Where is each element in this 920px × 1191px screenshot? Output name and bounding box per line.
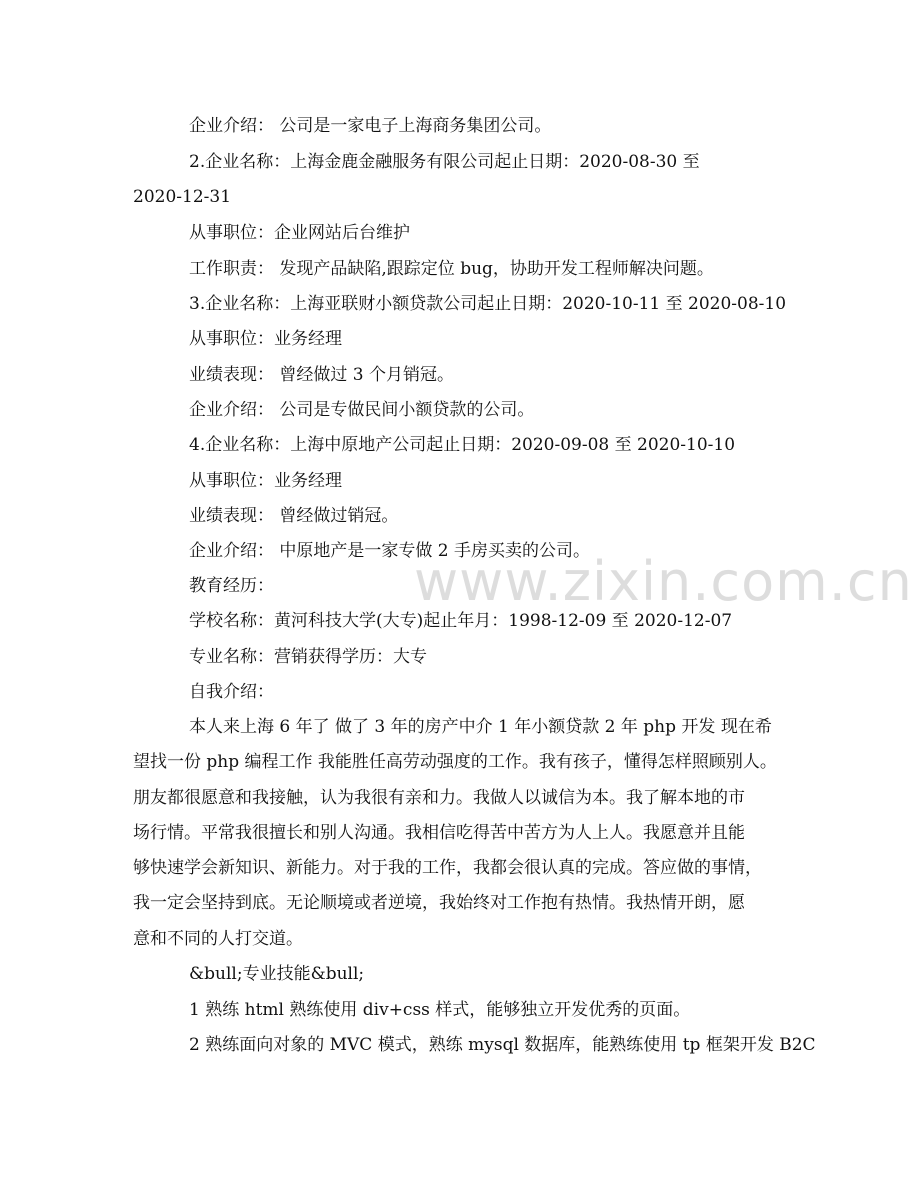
text-line-self-intro-5: 够快速学会新知识、新能力。对于我的工作，我都会很认真的完成。答应做的事情，	[133, 858, 762, 878]
text-line-performance-4: 业绩表现： 曾经做过销冠。	[189, 506, 399, 526]
text-line-enterprise-name-4: 4.企业名称：上海中原地产公司起止日期：2020-09-08 至 2020-10-10	[189, 435, 736, 455]
text-line-self-intro-4: 场行情。平常我很擅长和别人沟通。我相信吃得苦中苦方为人上人。我愿意并且能	[133, 823, 745, 843]
text-line-self-intro-7: 意和不同的人打交道。	[133, 929, 303, 949]
text-line-major-name: 专业名称：营销获得学历：大专	[189, 647, 427, 667]
text-line-position-3: 从事职位：业务经理	[189, 329, 342, 349]
text-line-enterprise-intro-4: 企业介绍： 中原地产是一家专做 2 手房买卖的公司。	[189, 541, 591, 561]
text-line-skills-heading: &bull;专业技能&bull;	[189, 964, 365, 984]
text-line-position-4: 从事职位：业务经理	[189, 471, 342, 491]
text-line-education-heading: 教育经历：	[189, 576, 274, 596]
text-line-performance-3: 业绩表现： 曾经做过 3 个月销冠。	[189, 365, 455, 385]
text-line-self-intro-3: 朋友都很愿意和我接触，认为我很有亲和力。我做人以诚信为本。我了解本地的市	[133, 788, 745, 808]
text-line-position-2: 从事职位：企业网站后台维护	[189, 223, 410, 243]
watermark-text: www.zixin.com.cn	[414, 550, 913, 613]
text-line-self-intro-1: 本人来上海 6 年了 做了 3 年的房产中介 1 年小额贷款 2 年 php 开发 现在希	[189, 717, 772, 737]
text-line-enterprise-intro-1: 企业介绍： 公司是一家电子上海商务集团公司。	[189, 116, 552, 136]
text-line-self-intro-heading: 自我介绍：	[189, 682, 274, 702]
text-line-self-intro-2: 望找一份 php 编程工作 我能胜任高劳动强度的工作。我有孩子，懂得怎样照顾别人。	[133, 752, 777, 772]
text-line-end-date-2: 2020-12-31	[133, 187, 232, 207]
text-line-skill-2: 2 熟练面向对象的 MVC 模式，熟练 mysql 数据库，能熟练使用 tp 框架开发 B2C	[189, 1035, 816, 1055]
text-line-school-name: 学校名称：黄河科技大学(大专)起止年月：1998-12-09 至 2020-12-07	[189, 611, 733, 631]
text-line-enterprise-intro-3: 企业介绍： 公司是专做民间小额贷款的公司。	[189, 400, 535, 420]
text-line-skill-1: 1 熟练 html 熟练使用 div+css 样式，能够独立开发优秀的页面。	[189, 1000, 691, 1020]
text-line-enterprise-name-3: 3.企业名称：上海亚联财小额贷款公司起止日期：2020-10-11 至 2020-08-10	[189, 294, 787, 314]
text-line-self-intro-6: 我一定会坚持到底。无论顺境或者逆境，我始终对工作抱有热情。我热情开朗，愿	[133, 893, 745, 913]
text-line-duties-2: 工作职责： 发现产品缺陷,跟踪定位 bug，协助开发工程师解决问题。	[189, 259, 714, 279]
text-line-enterprise-name-2: 2.企业名称：上海金鹿金融服务有限公司起止日期：2020-08-30 至	[189, 152, 700, 172]
